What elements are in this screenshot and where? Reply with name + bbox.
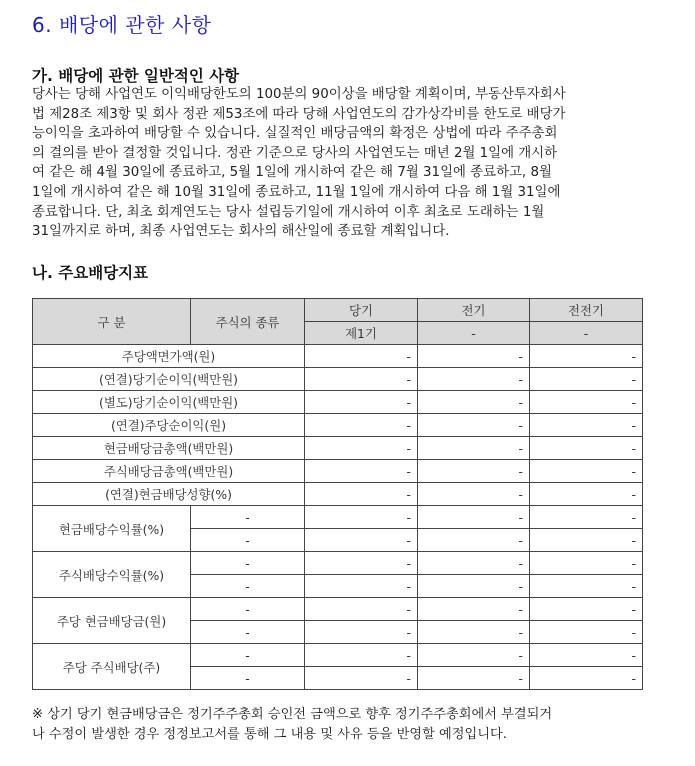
- row-label: (별도)당기순이익(백만원): [33, 391, 305, 414]
- row-label: (연결)현금배당성향(%): [33, 483, 305, 506]
- row-label: 주식배당수익률(%): [33, 552, 191, 598]
- stock-type-value: -: [191, 621, 305, 644]
- header-previous-period: 전기: [418, 299, 530, 322]
- general-dividend-heading: 가. 배당에 관한 일반적인 사항: [32, 67, 240, 85]
- paragraph-line: 1일에 개시하여 같은 해 10월 31일에 종료하고, 11월 1일에 개시하여 다음 해 1월 31일에: [32, 184, 561, 200]
- header-previous-term: -: [418, 322, 530, 345]
- paragraph-line: 의 결의를 받아 결정할 것입니다. 정관 기준으로 당사의 사업연도는 매년 2월 1일에 개시하: [32, 145, 558, 161]
- before-previous-value: -: [530, 345, 643, 368]
- previous-value: -: [418, 437, 530, 460]
- before-previous-value: -: [530, 621, 643, 644]
- header-before-previous-term: -: [530, 322, 643, 345]
- stock-type-value: -: [191, 644, 305, 667]
- before-previous-value: -: [530, 414, 643, 437]
- before-previous-value: -: [530, 391, 643, 414]
- table-row: [33, 391, 643, 414]
- paragraph-line: 능이익을 초과하여 배당할 수 있습니다. 실질적인 배당금액의 확정은 상법에 따라 주주총회: [32, 126, 558, 142]
- previous-value: -: [418, 552, 530, 575]
- previous-value: -: [418, 575, 530, 598]
- before-previous-value: -: [530, 460, 643, 483]
- table-row: [33, 552, 643, 575]
- table-row: [33, 460, 643, 483]
- current-value: -: [305, 414, 418, 437]
- header-category: 구 분: [33, 299, 191, 345]
- row-label: (연결)당기순이익(백만원): [33, 368, 305, 391]
- before-previous-value: -: [530, 437, 643, 460]
- before-previous-value: -: [530, 552, 643, 575]
- row-label: 주당액면가액(원): [33, 345, 305, 368]
- header-current-period: 당기: [305, 299, 418, 322]
- table-row: [33, 598, 643, 621]
- current-value: -: [305, 667, 418, 690]
- previous-value: -: [418, 667, 530, 690]
- before-previous-value: -: [530, 483, 643, 506]
- stock-type-value: -: [191, 598, 305, 621]
- before-previous-value: -: [530, 368, 643, 391]
- previous-value: -: [418, 391, 530, 414]
- footnote-line: ※ 상기 당기 현금배당금은 정기주주총회 승인전 금액으로 향후 정기주주총회에서 부결되거: [32, 707, 553, 722]
- current-value: -: [305, 368, 418, 391]
- before-previous-value: -: [530, 667, 643, 690]
- table-row: [33, 414, 643, 437]
- previous-value: -: [418, 368, 530, 391]
- footnote-line: 나 수정이 발생한 경우 정정보고서를 통해 그 내용 및 사유 등을 반영할 예정입니다.: [32, 727, 507, 742]
- before-previous-value: -: [530, 644, 643, 667]
- header-current-term: 제1기: [305, 322, 418, 345]
- current-value: -: [305, 552, 418, 575]
- dividend-indicators-table: [32, 298, 643, 690]
- row-label: 주식배당금총액(백만원): [33, 460, 305, 483]
- table-header-row: [33, 299, 643, 322]
- stock-type-value: -: [191, 529, 305, 552]
- table-row: [33, 483, 643, 506]
- previous-value: -: [418, 414, 530, 437]
- table-row: [33, 506, 643, 529]
- current-value: -: [305, 460, 418, 483]
- paragraph-line: 법 제28조 제3항 및 회사 정관 제53조에 따라 당해 사업연도의 감가상각비를 한도로 배당가: [32, 106, 566, 122]
- current-value: -: [305, 575, 418, 598]
- row-label: 현금배당금총액(백만원): [33, 437, 305, 460]
- table-row: [33, 345, 643, 368]
- previous-value: -: [418, 345, 530, 368]
- table-row: [33, 644, 643, 667]
- previous-value: -: [418, 460, 530, 483]
- row-label: (연결)주당순이익(원): [33, 414, 305, 437]
- paragraph-line: 당사는 당해 사업연도 이익배당한도의 100분의 90이상을 배당할 계획이며, 부동산투자회사: [32, 87, 566, 102]
- current-value: -: [305, 345, 418, 368]
- stock-type-value: -: [191, 552, 305, 575]
- current-value: -: [305, 621, 418, 644]
- current-value: -: [305, 506, 418, 529]
- current-value: -: [305, 644, 418, 667]
- row-label: 주당 주식배당(주): [33, 644, 191, 690]
- stock-type-value: -: [191, 575, 305, 598]
- paragraph-line: 31일까지로 하며, 최종 사업연도는 회사의 해산일에 종료할 계획입니다.: [32, 224, 450, 240]
- table-row: [33, 437, 643, 460]
- current-value: -: [305, 529, 418, 552]
- paragraph-line: 여 같은 해 4월 30일에 종료하고, 5월 1일에 개시하여 같은 해 7월 31일에 종료하고, 8월: [32, 165, 552, 181]
- stock-type-value: -: [191, 506, 305, 529]
- dividend-indicators-heading: 나. 주요배당지표: [32, 264, 149, 282]
- row-label: 현금배당수익률(%): [33, 506, 191, 552]
- before-previous-value: -: [530, 575, 643, 598]
- current-value: -: [305, 437, 418, 460]
- previous-value: -: [418, 483, 530, 506]
- row-label: 주당 현금배당금(원): [33, 598, 191, 644]
- previous-value: -: [418, 529, 530, 552]
- table-row: [33, 368, 643, 391]
- footnote: [32, 705, 644, 745]
- previous-value: -: [418, 621, 530, 644]
- current-value: -: [305, 391, 418, 414]
- previous-value: -: [418, 644, 530, 667]
- previous-value: -: [418, 598, 530, 621]
- header-before-previous-period: 전전기: [530, 299, 643, 322]
- before-previous-value: -: [530, 506, 643, 529]
- section-title: 6. 배당에 관한 사항: [32, 13, 212, 37]
- before-previous-value: -: [530, 598, 643, 621]
- before-previous-value: -: [530, 529, 643, 552]
- stock-type-value: -: [191, 667, 305, 690]
- current-value: -: [305, 483, 418, 506]
- current-value: -: [305, 598, 418, 621]
- previous-value: -: [418, 506, 530, 529]
- header-stock-type: 주식의 종류: [191, 299, 305, 345]
- general-dividend-paragraph: [32, 85, 640, 242]
- paragraph-line: 종료합니다. 단, 최초 회계연도는 당사 설립등기일에 개시하여 이후 최초로 도래하는 1월: [32, 204, 545, 220]
